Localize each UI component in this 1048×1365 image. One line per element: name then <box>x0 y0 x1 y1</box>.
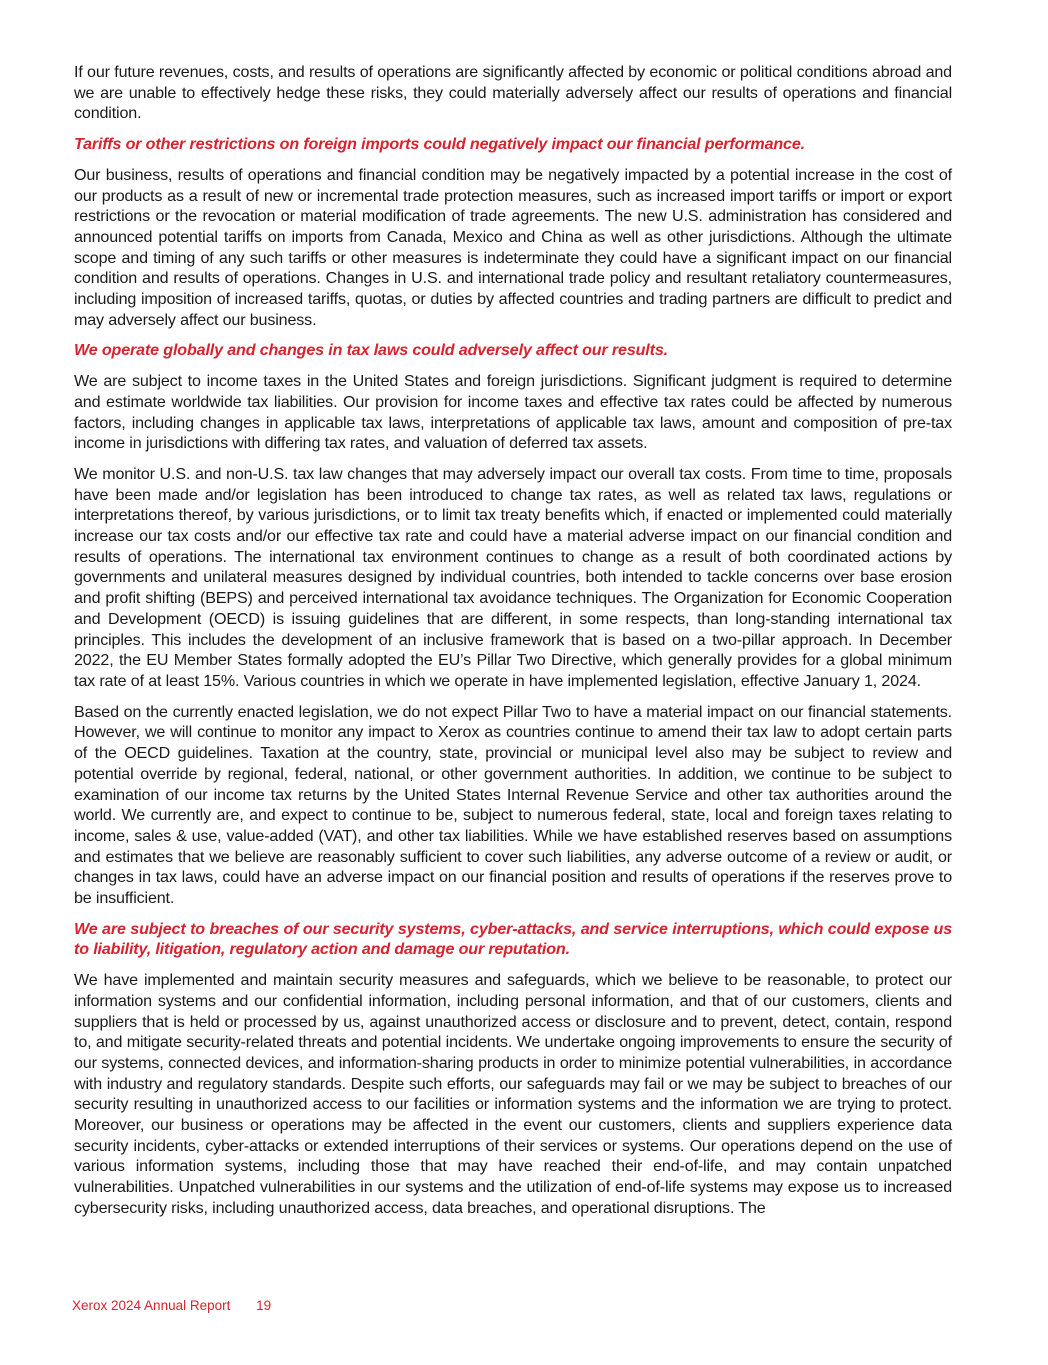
footer-page-number: 19 <box>256 1298 272 1313</box>
footer-report-title: Xerox 2024 Annual Report <box>72 1298 231 1313</box>
page-footer <box>72 1298 271 1313</box>
document-page <box>74 62 952 1229</box>
paragraph-tariffs: Our business, results of operations and financial condition may be negatively impacted by a potential increase in the cost of our products as a result of new or incremental trade protection measures, such as increased import tariffs or import or export restrictions or the revocation or material modification of trade agreements. The new U.S. administration has considered and announced potential tariffs on imports from Canada, Mexico and China as well as other jurisdictions. Although the ultimate scope and timing of any such tariffs or other measures is indeterminate they could have a significant impact on our financial condition and results of operations. Changes in U.S. and international trade policy and resultant retaliatory countermeasures, including imposition of increased tariffs, quotas, or duties by affected countries and trading partners are difficult to predict and may adversely affect our business. <box>74 165 952 329</box>
paragraph-foreign-conditions: If our future revenues, costs, and results of operations are significantly affected by economic or political conditions abroad and we are unable to effectively hedge these risks, they could materially adversely affect our results of operations and financial condition. <box>74 63 952 123</box>
paragraph-security-measures: We have implemented and maintain security measures and safeguards, which we believe to be reasonable, to protect our information systems and our confidential information, including personal information, and that of our customers, clients and suppliers that is held or processed by us, against unauthorized access or disclosure and to prevent, detect, contain, respond to, and mitigate security-related threats and potential incidents. We undertake ongoing improvements to ensure the security of our systems, connected devices, and information-sharing products in order to minimize potential vulnerabilities, in accordance with industry and regulatory standards. Despite such efforts, our safeguards may fail or we may be subject to breaches of our security resulting in unauthorized access to our facilities or information systems and the information we are trying to protect. Moreover, our business or operations may be affected in the event our customers, clients and suppliers experience data security incidents, cyber-attacks or extended interruptions of their services or systems. Our operations depend on the use of various information systems, including those that may have reached their end-of-life, and may contain unpatched vulnerabilities. Unpatched vulnerabilities in our systems and the utilization of end-of-life systems may expose us to increased cybersecurity risks, including unauthorized access, data breaches, and operational disruptions. The <box>74 971 952 1217</box>
heading-tariffs: Tariffs or other restrictions on foreign imports could negatively impact our financial performance. <box>74 135 805 154</box>
heading-security-breaches: We are subject to breaches of our security systems, cyber-attacks, and service interruptions, which could expose us to liability, litigation, regulatory action and damage our reputation. <box>74 919 952 959</box>
paragraph-income-taxes: We are subject to income taxes in the United States and foreign jurisdictions. Significant judgment is required to determine and estimate worldwide tax liabilities. Our provision for income taxes and effective tax rates could be affected by numerous factors, including changes in applicable tax laws, interpretations of applicable tax laws, amount and composition of pre-tax income in jurisdictions with differing tax rates, and valuation of deferred tax assets. <box>74 372 952 453</box>
heading-tax-laws: We operate globally and changes in tax laws could adversely affect our results. <box>74 341 668 360</box>
paragraph-tax-law-changes: We monitor U.S. and non-U.S. tax law changes that may adversely impact our overall tax costs. From time to time, proposals have been made and/or legislation has been introduced to change tax rates, as well as related tax laws, regulations or interpretations thereof, by various jurisdictions, or to limit tax treaty benefits which, if enacted or implemented could materially increase our tax costs and/or our effective tax rate and could have a material adverse impact on our financial condition and results of operations. The international tax environment continues to change as a result of both coordinated actions by governments and unilateral measures designed by individual countries, both intended to tackle concerns over base erosion and profit shifting (BEPS) and perceived international tax avoidance techniques. The Organization for Economic Cooperation and Development (OECD) is issuing guidelines that are different, in some respects, than long-standing international tax principles. This includes the development of an inclusive framework that is based on a two-pillar approach. In December 2022, the EU Member States formally adopted the EU’s Pillar Two Directive, which generally provides for a global minimum tax rate of at least 15%. Various countries in which we operate in have implemented legislation, effective January 1, 2024. <box>74 464 952 690</box>
paragraph-pillar-two: Based on the currently enacted legislation, we do not expect Pillar Two to have a material impact on our financial statements. However, we will continue to monitor any impact to Xerox as countries continue to amend their tax law to adopt certain parts of the OECD guidelines. Taxation at the country, state, provincial or municipal level also may be subject to review and potential override by regional, federal, national, or other government authorities. In addition, we continue to be subject to examination of our income tax returns by the United States Internal Revenue Service and other tax authorities around the world. We currently are, and expect to continue to be, subject to numerous federal, state, local and foreign taxes relating to income, sales & use, value-added (VAT), and other tax liabilities. While we have established reserves based on assumptions and estimates that we believe are reasonably sufficient to cover such liabilities, any adverse outcome of a review or audit, or changes in tax laws, could have an adverse impact on our financial position and results of operations if the reserves prove to be insufficient. <box>74 702 952 908</box>
